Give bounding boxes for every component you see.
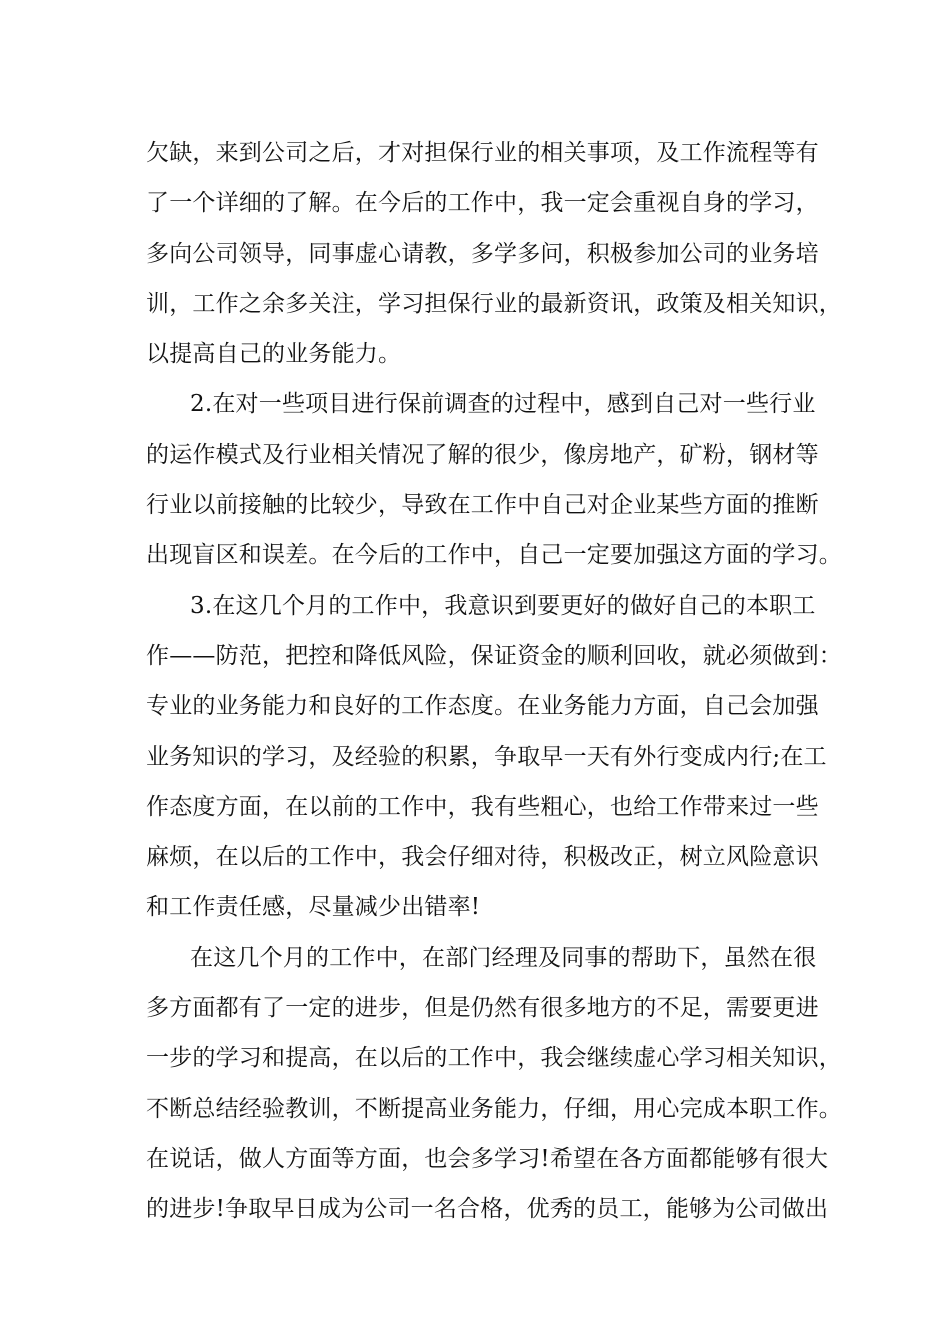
paragraph-3-start: 3.在这几个月的工作中，我意识到要更好的做好自己的本职工: [190, 592, 816, 619]
text-line: 的进步!争取早日成为公司一名合格，优秀的员工，能够为公司做出: [146, 1196, 829, 1223]
body-text: [146, 128, 842, 1235]
text-line: 以提高自己的业务能力。: [146, 341, 402, 368]
text-line: 作——防范，把控和降低风险，保证资金的顺利回收，就必须做到：: [146, 642, 842, 669]
text-line: 专业的业务能力和良好的工作态度。在业务能力方面，自己会加强: [146, 693, 819, 720]
paragraph-4-start: 在这几个月的工作中，在部门经理及同事的帮助下，虽然在很: [190, 944, 817, 971]
text-line: 的运作模式及行业相关情况了解的很少，像房地产，矿粉，钢材等: [146, 441, 819, 468]
text-line: 训，工作之余多关注，学习担保行业的最新资讯，政策及相关知识，: [146, 290, 842, 317]
text-line: 了一个详细的了解。在今后的工作中，我一定会重视自身的学习，: [146, 190, 819, 217]
text-line: 和工作责任感，尽量减少出错率!: [146, 894, 481, 921]
text-line: 出现盲区和误差。在今后的工作中，自己一定要加强这方面的学习。: [146, 542, 842, 569]
text-line: 多向公司领导，同事虚心请教，多学多问，积极参加公司的业务培: [146, 240, 819, 267]
text-line: 业务知识的学习，及经验的积累，争取早一天有外行变成内行;在工: [146, 743, 827, 770]
text-line: 多方面都有了一定的进步，但是仍然有很多地方的不足，需要更进: [146, 995, 819, 1022]
text-line: 不断总结经验教训，不断提高业务能力，仔细，用心完成本职工作。: [146, 1095, 842, 1122]
paragraph-2-start: 2.在对一些项目进行保前调查的过程中，感到自己对一些行业: [190, 391, 816, 418]
text-line: 欠缺，来到公司之后，才对担保行业的相关事项，及工作流程等有: [146, 140, 819, 166]
text-line: 行业以前接触的比较少，导致在工作中自己对企业某些方面的推断: [146, 492, 819, 519]
text-line: 在说话，做人方面等方面，也会多学习!希望在各方面都能够有很大: [146, 1145, 829, 1172]
text-line: 一步的学习和提高，在以后的工作中，我会继续虚心学习相关知识，: [146, 1045, 842, 1072]
text-line: 作态度方面，在以前的工作中，我有些粗心，也给工作带来过一些: [146, 793, 819, 820]
text-line: 麻烦，在以后的工作中，我会仔细对待，积极改正，树立风险意识: [146, 844, 819, 871]
